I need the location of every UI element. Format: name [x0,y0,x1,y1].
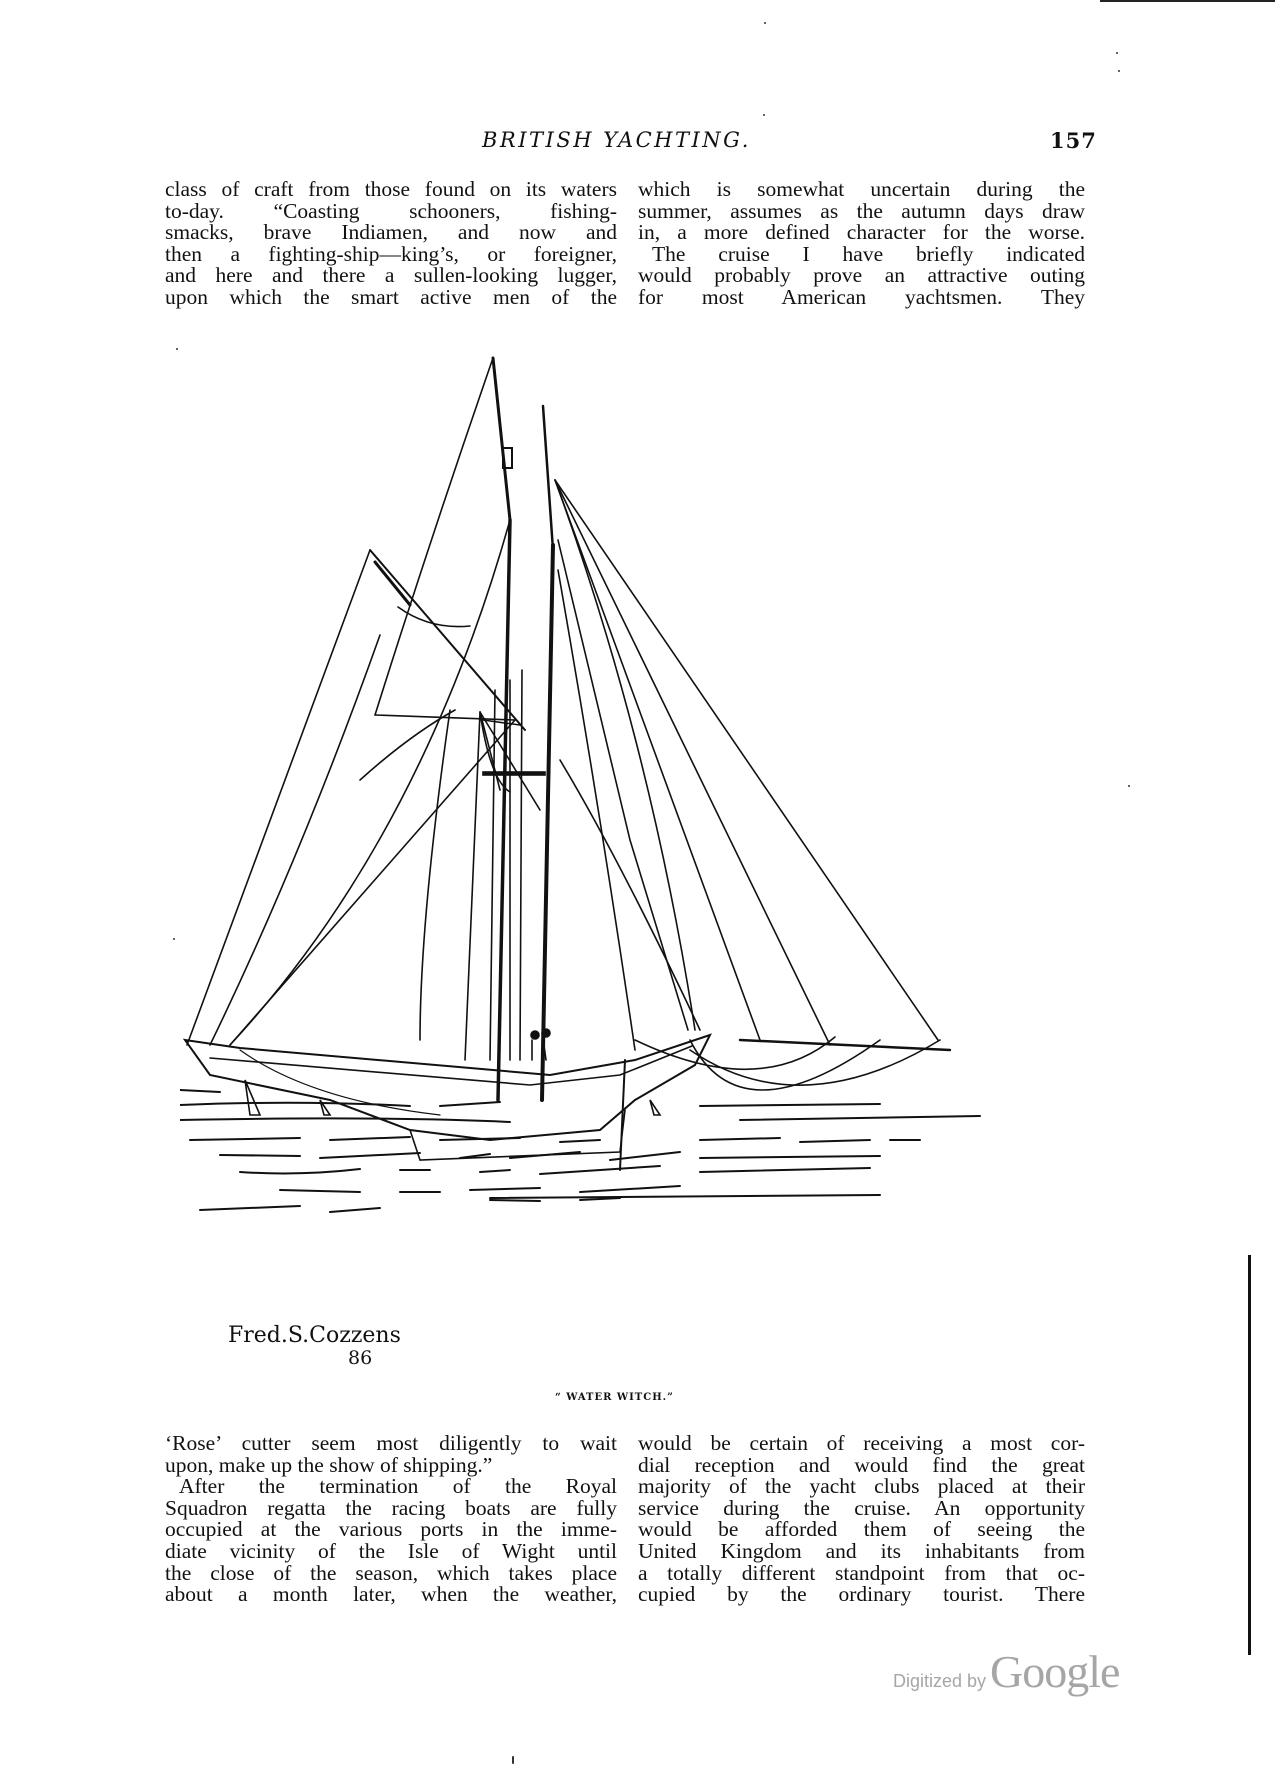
signature-name: Fred.S.Cozzens [228,1323,401,1348]
text-line: Squadron regatta the racing boats are fully [165,1495,617,1520]
text-line: cupied by the ordinary tourist. There [638,1582,1085,1607]
text-line: majority of the yacht clubs placed at their [638,1474,1085,1499]
scan-speck [173,938,175,940]
text-line: and here and there a sullen-looking lugger, [165,263,617,288]
text-line: summer, assumes as the autumn days draw [638,198,1085,223]
digitized-by-google-watermark [893,1645,1119,1698]
scan-speck [176,348,178,350]
text-line: would probably prove an attractive outing [638,263,1085,288]
text-line: service during the cruise. An opportunity [638,1495,1085,1520]
signature-year: 86 [348,1347,373,1369]
scan-speck [512,1756,514,1764]
text-line: diate vicinity of the Isle of Wight until [165,1538,617,1563]
text-line: ‘Rose’ cutter seem most diligently to wait [165,1431,617,1455]
running-title: BRITISH YACHTING. [482,128,751,152]
scan-speck [1128,785,1130,787]
scan-speck [1116,52,1118,54]
page-number: 157 [1050,128,1097,153]
scan-speck [764,22,766,24]
text-line: upon, make up the show of shipping.” [165,1452,493,1477]
text-line: for most American yachtsmen. They [638,284,1085,309]
illustration-caption: “ WATER WITCH.” [555,1392,674,1403]
text-line: would be certain of receiving a most cor- [638,1431,1085,1455]
watermark-prefix: Digitized by [893,1671,987,1691]
yacht-illustration [180,340,1080,1350]
text-line: then a fighting-ship—king’s, or foreigner, [165,241,617,266]
scan-edge-line [1100,0,1275,2]
text-column-bottom-left [165,1433,617,1606]
text-column-bottom-right [638,1433,1085,1606]
text-line: United Kingdom and its inhabitants from [638,1538,1085,1563]
text-line: a totally different standpoint from that oc- [638,1560,1085,1585]
text-line: in, a more defined character for the worse. [638,220,1085,245]
text-line: After the termination of the Royal [179,1474,617,1499]
scan-edge-line [1248,1255,1251,1655]
text-line: class of craft from those found on its waters [165,177,617,201]
text-line: the close of the season, which takes place [165,1560,617,1585]
running-head [430,128,1130,158]
text-column-top-right [638,179,1085,309]
text-line: smacks, brave Indiamen, and now and [165,220,617,245]
text-line: about a month later, when the weather, [165,1582,617,1607]
scan-speck [1118,70,1120,72]
google-logo-text: Google [990,1646,1120,1697]
sailboat-drawing-icon [180,340,1080,1350]
text-line: upon which the smart active men of the [165,284,617,309]
text-line: occupied at the various ports in the imme- [165,1517,617,1542]
text-line: which is somewhat uncertain during the [638,177,1085,201]
text-line: would be afforded them of seeing the [638,1517,1085,1542]
text-line: The cruise I have briefly indicated [652,241,1085,266]
scan-speck [763,114,765,116]
text-line: dial reception and would find the great [638,1452,1085,1477]
text-line: to-day. “Coasting schooners, fishing- [165,198,617,223]
text-column-top-left [165,179,617,309]
artist-signature [228,1325,401,1369]
